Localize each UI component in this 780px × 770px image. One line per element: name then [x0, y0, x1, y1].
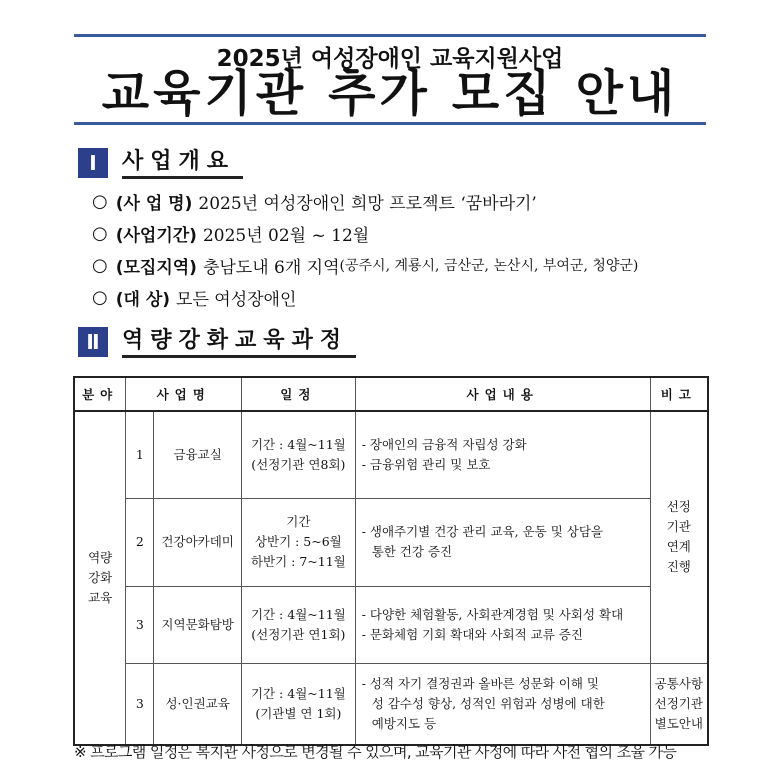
note-line: 기관 [666, 519, 691, 535]
note-line: 별도안내 [654, 715, 703, 731]
section-number-2: Ⅱ [78, 327, 108, 357]
schedule-cell [242, 663, 356, 745]
schedule-line: 기간 : 4월~11월 [250, 436, 346, 452]
title-rule [74, 122, 706, 125]
item-label: (대 상) [115, 289, 171, 310]
program-name: 건강아카데미 [154, 498, 242, 586]
content-line: 예방지도 등 [371, 715, 437, 731]
table-row [74, 411, 708, 498]
overview-item-region [92, 249, 772, 281]
content-line: - 문화체험 기회 확대와 사회적 교류 증진 [361, 626, 583, 642]
section-title-overview: 사업개요 [122, 148, 243, 179]
bullet-circle-icon: ○ [92, 222, 108, 244]
schedule-line: 기간 [286, 514, 311, 529]
schedule-line: (기관별 연 1회) [255, 705, 342, 721]
row-number: 3 [126, 663, 154, 745]
content-cell [355, 498, 650, 586]
schedule-line: 하반기 : 7~11월 [250, 554, 346, 569]
content-cell [355, 586, 650, 663]
table-row [74, 586, 708, 663]
bullet-circle-icon: ○ [92, 286, 108, 308]
program-name: 성·인권교육 [154, 663, 242, 745]
schedule-line: 기간 : 4월~11월 [250, 685, 346, 701]
content-line: - 성적 자기 결정권과 올바른 성문화 이해 및 [361, 675, 600, 691]
field-cell [74, 411, 126, 745]
content-line: 성 감수성 향상, 성적인 위험과 성병에 대한 [371, 695, 605, 711]
item-value: 2025년 여성장애인 희망 프로젝트 ‘꿈바라기’ [198, 193, 537, 214]
overview-item-name [92, 185, 772, 217]
document-subtitle: 2025년 여성장애인 교육지원사업 [216, 46, 564, 72]
section-program-heading [78, 327, 356, 357]
content-line: - 생애주기별 건강 관리 교육, 운동 및 상담을 [361, 524, 603, 539]
item-value: 충남도내 6개 지역 [202, 257, 340, 278]
row-number: 1 [126, 411, 154, 498]
content-line: - 다양한 체험활동, 사회관계경험 및 사회성 확대 [361, 606, 624, 622]
note-cell [650, 663, 708, 745]
item-label: (사 업 명) [115, 193, 193, 214]
schedule-line: (선정기관 연1회) [251, 626, 346, 642]
field-line: 강화 [88, 570, 113, 585]
program-table [73, 376, 709, 746]
schedule-cell [242, 586, 356, 663]
content-cell [355, 663, 650, 745]
footnote: ※ 프로그램 일정은 복지관 사정으로 변경될 수 있으며, 교육기관 사정에 따라 사전 협의 조율 가능 [74, 743, 677, 761]
top-rule [74, 34, 706, 37]
section-overview-heading [78, 148, 243, 178]
row-number: 2 [126, 498, 154, 586]
schedule-cell [242, 498, 356, 586]
schedule-line: 기간 : 4월~11월 [250, 606, 346, 622]
document-title: 교육기관 추가 모집 안내 [101, 65, 679, 122]
program-name: 지역문화탐방 [154, 586, 242, 663]
content-line: - 금융위험 관리 및 보호 [361, 456, 491, 472]
content-line: - 장애인의 금융적 자립성 강화 [361, 436, 527, 452]
header-note: 비고 [650, 377, 708, 411]
schedule-line: (선정기관 연8회) [251, 456, 346, 472]
overview-item-target [92, 281, 772, 313]
note-line: 선정 [666, 499, 691, 515]
schedule-cell [242, 411, 356, 498]
row-number: 3 [126, 586, 154, 663]
note-line: 공통사항 [654, 675, 703, 691]
item-label: (사업기간) [115, 225, 197, 246]
note-line: 연계 [666, 539, 691, 555]
field-line: 교육 [88, 590, 113, 605]
table-header-row [74, 377, 708, 411]
section-title-program: 역량강화교육과정 [122, 327, 356, 358]
field-line: 역량 [88, 550, 113, 565]
note-line: 선정기관 [654, 695, 703, 711]
table-row [74, 498, 708, 586]
bullet-circle-icon: ○ [92, 190, 108, 212]
header-content: 사업내용 [355, 377, 650, 411]
content-cell [355, 411, 650, 498]
overview-list [92, 185, 772, 313]
item-label: (모집지역) [115, 257, 197, 278]
program-name: 금융교실 [154, 411, 242, 498]
bullet-circle-icon: ○ [92, 254, 108, 276]
schedule-line: 상반기 : 5~6월 [254, 534, 342, 549]
table-row [74, 663, 708, 745]
item-value: 모든 여성장애인 [176, 289, 297, 310]
overview-item-period [92, 217, 772, 249]
header-field: 분야 [74, 377, 126, 411]
content-line: 통한 건강 증진 [371, 544, 453, 559]
note-cell [650, 411, 708, 663]
header-program: 사업명 [126, 377, 242, 411]
note-line: 진행 [666, 559, 691, 575]
item-value-detail: (공주시, 계룡시, 금산군, 논산시, 부여군, 청양군) [339, 258, 639, 274]
header-schedule: 일정 [242, 377, 356, 411]
section-number-1: Ⅰ [78, 148, 108, 178]
item-value: 2025년 02월 ~ 12월 [202, 225, 370, 246]
